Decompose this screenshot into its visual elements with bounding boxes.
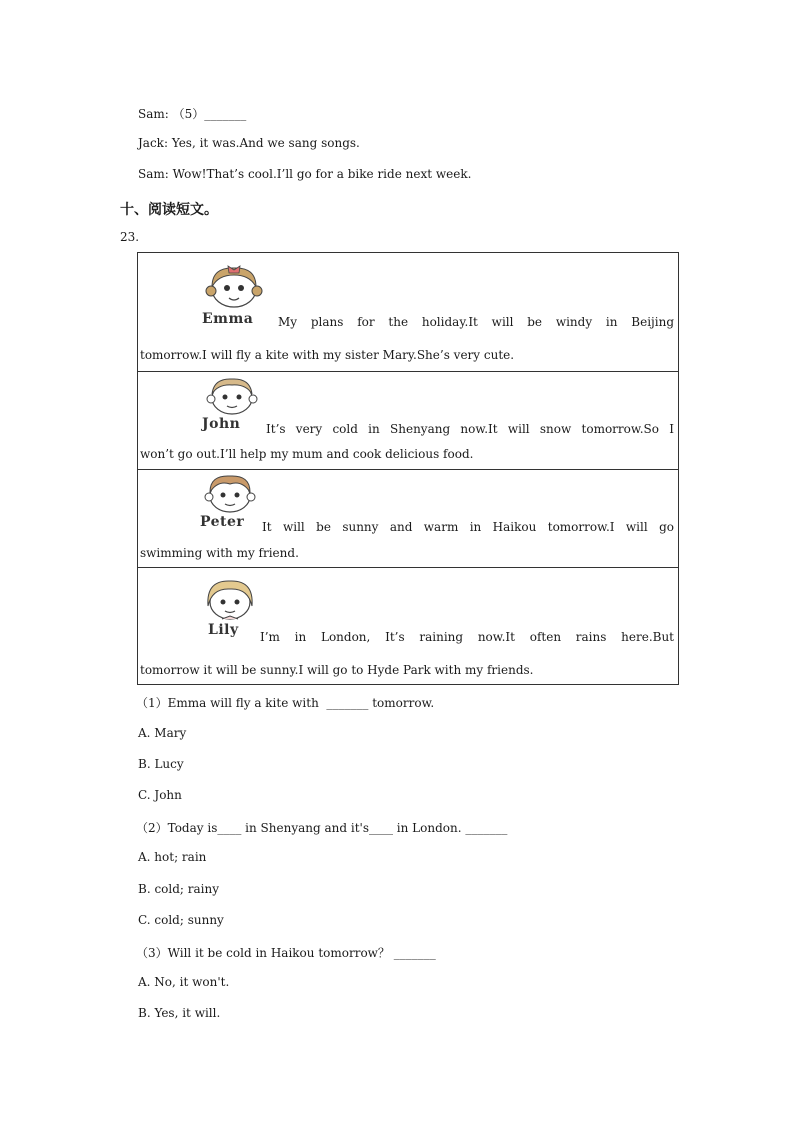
character-name: John [202, 416, 241, 432]
option-b[interactable]: B. Lucy [138, 757, 184, 771]
option-c[interactable]: C. John [138, 788, 182, 802]
passage-cell-emma [138, 253, 679, 372]
passage-line-1: I’m in London, It’s raining now.It often rains here.But [260, 630, 674, 644]
character-name: Lily [208, 622, 239, 638]
girl-avatar-icon [200, 576, 260, 622]
option-a[interactable]: A. hot; rain [138, 850, 207, 864]
passage-cell-peter [138, 470, 679, 568]
question-stem: （1）Emma will fly a kite with _______ tomorrow. [136, 696, 435, 710]
option-b[interactable]: B. Yes, it will. [138, 1006, 221, 1020]
option-a[interactable]: A. Mary [138, 726, 187, 740]
dialogue-text: （5）_______ [172, 107, 247, 121]
question-number: 23. [120, 230, 140, 244]
passage-line-2: swimming with my friend. [140, 546, 299, 560]
dialogue-line-3 [138, 167, 471, 181]
character-name: Emma [202, 311, 254, 327]
option-c[interactable]: C. cold; sunny [138, 913, 224, 927]
passage-line-1: It will be sunny and warm in Haikou tomorrow.I will go [262, 520, 674, 534]
passage-cell-lily [138, 568, 679, 685]
section-heading: 十、阅读短文。 [120, 202, 218, 218]
passage-line-1: My plans for the holiday.It will be windy in Beijing [278, 315, 674, 329]
question-stem: （3）Will it be cold in Haikou tomorrow？ _______ [136, 946, 436, 960]
character-name: Peter [200, 514, 245, 530]
question-stem: （2）Today is____ in Shenyang and it's____ in London. _______ [136, 821, 508, 835]
speaker: Jack: [138, 136, 168, 150]
speaker: Sam: [138, 107, 169, 121]
passage-line-2: tomorrow.I will fly a kite with my sister Mary.She’s very cute. [140, 348, 515, 362]
passage-line-1: It’s very cold in Shenyang now.It will snow tomorrow.So I [266, 422, 674, 436]
passage-line-2: tomorrow it will be sunny.I will go to Hyde Park with my friends. [140, 663, 534, 677]
dialogue-line-1 [138, 105, 246, 122]
option-b[interactable]: B. cold; rainy [138, 882, 220, 896]
option-a[interactable]: A. No, it won't. [138, 975, 230, 989]
dialogue-line-2 [138, 136, 360, 150]
dialogue-text: Wow!That’s cool.I’ll go for a bike ride next week. [172, 167, 472, 181]
passage-cell-john [138, 372, 679, 470]
passage-table [137, 252, 679, 685]
boy-avatar-icon [200, 472, 260, 514]
boy-avatar-icon [202, 374, 262, 416]
passage-line-2: won’t go out.I’ll help my mum and cook delicious food. [140, 447, 474, 461]
girl-avatar-icon [202, 261, 266, 309]
speaker: Sam: [138, 167, 169, 181]
dialogue-text: Yes, it was.And we sang songs. [171, 136, 360, 150]
